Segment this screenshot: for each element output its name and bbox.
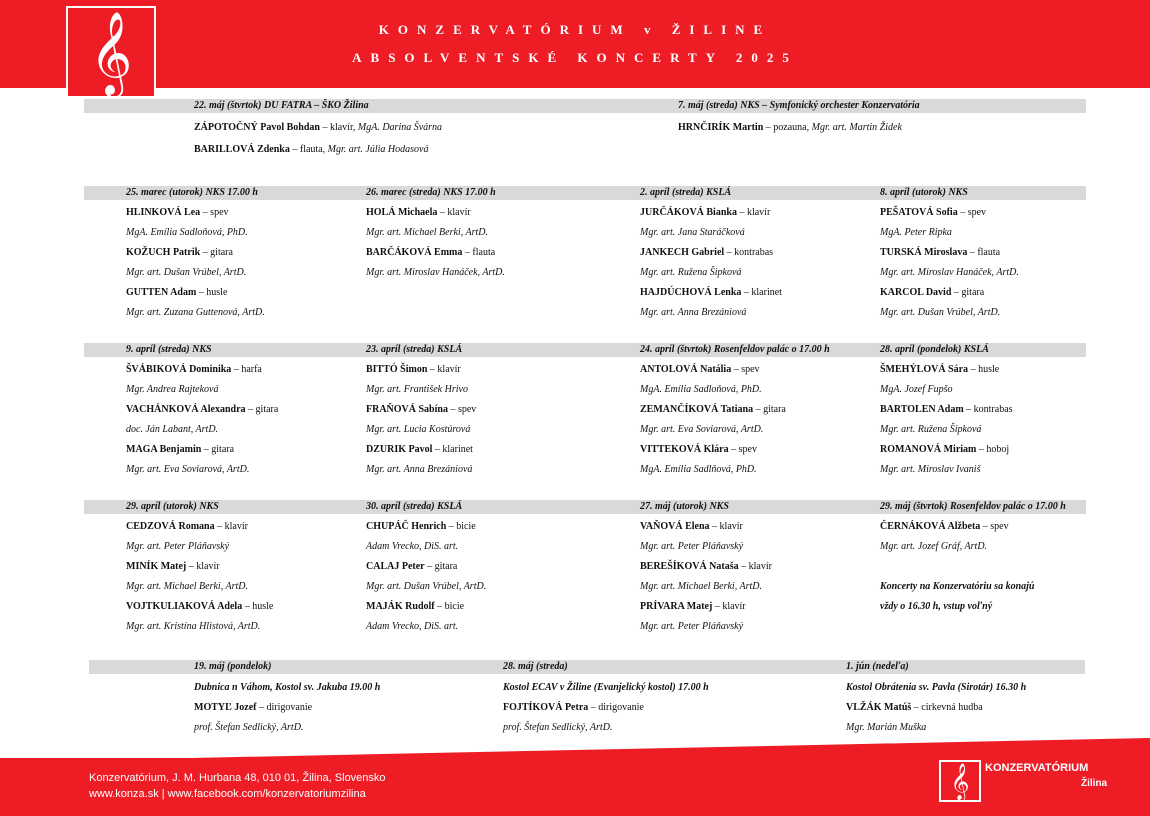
instrument: – klavír bbox=[714, 601, 746, 612]
teacher-name: Mgr. art. Peter Pláňavský bbox=[126, 541, 230, 552]
performer-line bbox=[846, 701, 983, 715]
teacher-name: prof. Štefan Sedlický, ArtD. bbox=[194, 722, 304, 733]
event-heading: 27. máj (utorok) NKS bbox=[640, 501, 729, 512]
performer-name: ŠVÁBIKOVÁ Dominika bbox=[126, 364, 232, 375]
performer-name: MAGA Benjamin bbox=[126, 444, 202, 455]
performer-name: VACHÁNKOVÁ Alexandra bbox=[126, 404, 246, 415]
footer-brand: KONZERVATÓRIUM bbox=[985, 762, 1089, 774]
instrument: – kontrabas bbox=[966, 404, 1013, 415]
instrument: – dirigovanie bbox=[259, 702, 313, 713]
performer-name: BEREŠÍKOVÁ Nataša bbox=[640, 561, 739, 572]
performer-line bbox=[366, 246, 495, 260]
instrument: – husle bbox=[970, 364, 1000, 375]
performer-name: PRÍVARA Matej bbox=[640, 601, 713, 612]
teacher-name: Mgr. art. Anna Brezániová bbox=[640, 307, 747, 318]
event-heading: 19. máj (pondelok) bbox=[194, 661, 272, 672]
footer-links[interactable]: www.konza.sk | www.facebook.com/konzervatoriumzilina bbox=[89, 788, 366, 800]
event-heading: 25. marec (utorok) NKS 17.00 h bbox=[126, 187, 258, 198]
event-heading: 28. máj (streda) bbox=[503, 661, 568, 672]
instrument: – husle bbox=[198, 287, 228, 298]
instrument: – spev bbox=[733, 364, 760, 375]
teacher-name: Mgr. art. Ružena Šipková bbox=[640, 267, 742, 278]
event-heading: 1. jún (nedeľa) bbox=[846, 661, 909, 672]
teacher-name: Mgr. art. Peter Pláňavský bbox=[640, 541, 744, 552]
teacher-name: Mgr. art. Júlia Hodasová bbox=[327, 144, 429, 155]
performer-name: HAJDÚCHOVÁ Lenka bbox=[640, 287, 742, 298]
performer-line bbox=[640, 520, 743, 534]
performer-name: FRAŇOVÁ Sabína bbox=[366, 404, 448, 415]
instrument: – gitara bbox=[202, 247, 233, 258]
performer-name: ČERNÁKOVÁ Alžbeta bbox=[880, 521, 981, 532]
performer-line bbox=[126, 443, 234, 457]
performer-line bbox=[640, 286, 782, 300]
performer-line bbox=[194, 701, 312, 715]
performer-line bbox=[126, 560, 220, 574]
venue: Kostol ECAV v Žiline (Evanjelický kostol) 17.00 h bbox=[503, 682, 709, 693]
performer-line bbox=[880, 286, 984, 300]
teacher-name: Mgr. art. Peter Pláňavský bbox=[640, 621, 744, 632]
performer-line bbox=[640, 600, 746, 614]
performer-name: HLINKOVÁ Lea bbox=[126, 207, 201, 218]
performer-name: PEŠATOVÁ Sofia bbox=[880, 207, 958, 218]
performer-line bbox=[126, 363, 262, 377]
performer-line bbox=[126, 246, 233, 260]
performer-name: MINÍK Matej bbox=[126, 561, 187, 572]
event-heading: 8. apríl (utorok) NKS bbox=[880, 187, 968, 198]
performer-line bbox=[366, 443, 473, 457]
teacher-name: MgA. Peter Ripka bbox=[880, 227, 952, 238]
venue: Dubnica n Váhom, Kostol sv. Jakuba 19.00 h bbox=[194, 682, 381, 693]
performer-line bbox=[503, 701, 644, 715]
teacher-name: Mgr. art. Lucia Kostúrová bbox=[366, 424, 471, 435]
conservatory-logo bbox=[66, 6, 156, 98]
event-heading: 22. máj (štvrtok) DU FATRA – ŠKO Žilina bbox=[194, 100, 369, 111]
instrument: – klavír bbox=[217, 521, 248, 532]
teacher-name: Mgr. art. Martin Židek bbox=[811, 122, 902, 133]
instrument: – klavír bbox=[741, 561, 772, 572]
performer-name: ANTOLOVÁ Natália bbox=[640, 364, 732, 375]
performer-line bbox=[126, 286, 227, 300]
performer-name: KARCOL David bbox=[880, 287, 952, 298]
teacher-name: Mgr. art. Michael Berki, ArtD. bbox=[126, 581, 249, 592]
performer-line bbox=[640, 246, 773, 260]
performer-name: MAJÁK Rudolf bbox=[366, 601, 435, 612]
performer-line bbox=[640, 403, 786, 417]
performer-name: VAŇOVÁ Elena bbox=[640, 521, 710, 532]
teacher-name: Mgr. art. Ružena Šipková bbox=[880, 424, 982, 435]
instrument: – harfa bbox=[233, 364, 262, 375]
instrument: – klavír bbox=[188, 561, 220, 572]
event-heading: 28. apríl (pondelok) KSLÁ bbox=[880, 344, 989, 355]
instrument: – dirigovanie bbox=[590, 702, 644, 713]
event-heading: 24. apríl (štvrtok) Rosenfeldov palác o 17.00 h bbox=[640, 344, 830, 355]
teacher-name: MgA. Darina Švárna bbox=[357, 122, 443, 133]
page-header bbox=[0, 0, 1150, 94]
footer-city: Žilina bbox=[1081, 778, 1108, 789]
instrument: – klavír bbox=[429, 364, 461, 375]
instrument: – bicie bbox=[448, 521, 476, 532]
teacher-name: Adam Vrecko, DiS. art. bbox=[366, 621, 459, 632]
instrument: – klavír, bbox=[322, 122, 356, 133]
teacher-name: Mgr. art. Dušan Vrúbel, ArtD. bbox=[366, 581, 487, 592]
performer-line bbox=[880, 363, 999, 377]
footer-address: Konzervatórium, J. M. Hurbana 48, 010 01, Žilina, Slovensko bbox=[89, 772, 386, 784]
performer-name: CEDZOVÁ Romana bbox=[126, 521, 215, 532]
instrument: – klarinet bbox=[434, 444, 473, 455]
performer-line bbox=[366, 600, 464, 614]
performer-name: ZÁPOTOČNÝ Pavol Bohdan bbox=[194, 122, 320, 133]
event-heading: 29. apríl (utorok) NKS bbox=[126, 501, 219, 512]
teacher-name: doc. Ján Labant, ArtD. bbox=[126, 424, 219, 435]
event-heading: 26. marec (streda) NKS 17.00 h bbox=[366, 187, 496, 198]
instrument: – klavír bbox=[439, 207, 471, 218]
instrument: – pozauna, bbox=[765, 122, 810, 133]
performer-line bbox=[366, 560, 457, 574]
teacher-name: MgA. Emília Sadloňová, PhD. bbox=[126, 227, 248, 238]
performer-line bbox=[366, 403, 476, 417]
performer-name: JANKECH Gabriel bbox=[640, 247, 725, 258]
instrument: – spev bbox=[202, 207, 229, 218]
performer-name: JURČÁKOVÁ Bianka bbox=[640, 207, 737, 218]
instrument: – husle bbox=[244, 601, 274, 612]
instrument: – bicie bbox=[437, 601, 465, 612]
performer-name: HOLÁ Michaela bbox=[366, 207, 438, 218]
performer-line bbox=[880, 443, 1009, 457]
performer-line bbox=[194, 121, 442, 135]
teacher-name: Mgr. art. Zuzana Guttenová, ArtD. bbox=[126, 307, 265, 318]
concert-note: vždy o 16.30 h, vstup voľný bbox=[880, 601, 993, 612]
instrument: – spev bbox=[450, 404, 477, 415]
performer-name: CHUPÁČ Henrich bbox=[366, 521, 447, 532]
instrument: – klavír bbox=[739, 207, 771, 218]
instrument: – hoboj bbox=[978, 444, 1010, 455]
instrument: – flauta bbox=[464, 247, 496, 258]
performer-line bbox=[126, 206, 229, 220]
performer-line bbox=[366, 206, 471, 220]
venue: Kostol Obrátenia sv. Pavla (Sirotár) 16.30 h bbox=[846, 682, 1027, 693]
performer-name: VOJTKULIAKOVÁ Adela bbox=[126, 601, 243, 612]
event-heading: 29. máj (štvrtok) Rosenfeldov palác o 17.00 h bbox=[880, 501, 1066, 512]
performer-name: BITTÓ Šimon bbox=[366, 364, 428, 375]
teacher-name: Mgr. Andrea Rajteková bbox=[126, 384, 219, 395]
teacher-name: Mgr. art. Jozef Gráf, ArtD. bbox=[880, 541, 988, 552]
performer-line bbox=[126, 520, 248, 534]
teacher-name: Mgr. art. Eva Soviarová, ArtD. bbox=[126, 464, 250, 475]
performer-line bbox=[640, 206, 770, 220]
instrument: – flauta bbox=[969, 247, 1001, 258]
performer-name: BARČÁKOVÁ Emma bbox=[366, 247, 463, 258]
instrument: – kontrabas bbox=[726, 247, 774, 258]
instrument: – spev bbox=[960, 207, 987, 218]
teacher-name: Mgr. art. Miroslav Hanáček, ArtD. bbox=[880, 267, 1019, 278]
instrument: – klarinet bbox=[743, 287, 782, 298]
teacher-name: Adam Vrecko, DiS. art. bbox=[366, 541, 459, 552]
teacher-name: Mgr. Marián Muška bbox=[846, 722, 927, 733]
performer-line bbox=[126, 403, 278, 417]
teacher-name: MgA. Jozef Fupšo bbox=[880, 384, 953, 395]
event-heading: 2. apríl (streda) KSLÁ bbox=[640, 187, 732, 198]
event-heading: 7. máj (streda) NKS – Symfonický orchester Konzervatória bbox=[678, 100, 920, 111]
performer-name: KOŽUCH Patrik bbox=[126, 247, 201, 258]
performer-name: ROMANOVÁ Miriam bbox=[880, 444, 977, 455]
instrument: – cirkevná hudba bbox=[913, 702, 983, 713]
performer-line bbox=[194, 143, 428, 157]
teacher-name: Mgr. art. Jana Staráčková bbox=[640, 227, 745, 238]
performer-line bbox=[640, 363, 760, 377]
instrument: – gitara bbox=[248, 404, 279, 415]
performer-line bbox=[366, 520, 476, 534]
performer-name: MOTYĽ Jozef bbox=[194, 702, 257, 713]
performer-name: VLŽÁK Matúš bbox=[846, 702, 912, 713]
performer-name: FOJTÍKOVÁ Petra bbox=[503, 702, 589, 713]
instrument: – flauta, bbox=[292, 144, 326, 155]
teacher-name: Mgr. art. Michael Berki, ArtD. bbox=[640, 581, 763, 592]
performer-line bbox=[640, 560, 772, 574]
performer-name: TURSKÁ Miroslava bbox=[880, 247, 968, 258]
performer-name: CALAJ Peter bbox=[366, 561, 425, 572]
teacher-name: MgA. Emília Sadlňová, PhD. bbox=[640, 464, 757, 475]
instrument: – gitara bbox=[203, 444, 235, 455]
performer-name: BARTOLEN Adam bbox=[880, 404, 964, 415]
page-footer bbox=[0, 758, 1150, 816]
performer-line bbox=[880, 206, 986, 220]
performer-line bbox=[880, 403, 1013, 417]
teacher-name: Mgr. art. Michael Berki, ArtD. bbox=[366, 227, 489, 238]
performer-name: ZEMANČÍKOVÁ Tatiana bbox=[640, 404, 754, 415]
performer-line bbox=[366, 363, 461, 377]
performer-line bbox=[640, 443, 757, 457]
treble-clef-icon: 𝄞 bbox=[89, 10, 133, 94]
teacher-name: MgA. Emília Sadloňová, PhD. bbox=[640, 384, 762, 395]
teacher-name: Mgr. art. Miroslav Hanáček, ArtD. bbox=[366, 267, 505, 278]
instrument: – gitara bbox=[755, 404, 786, 415]
teacher-name: Mgr. art. Anna Brezániová bbox=[366, 464, 473, 475]
performer-name: BARILLOVÁ Zdenka bbox=[194, 144, 290, 155]
event-heading: 23. apríl (streda) KSLÁ bbox=[366, 344, 463, 355]
performer-line bbox=[880, 246, 1000, 260]
teacher-name: Mgr. art. Miroslav Ivaniš bbox=[880, 464, 981, 475]
performer-name: ŠMEHÝLOVÁ Sára bbox=[880, 364, 969, 375]
instrument: – spev bbox=[731, 444, 757, 455]
treble-clef-icon: 𝄞 bbox=[950, 762, 970, 800]
instrument: – klavír bbox=[712, 521, 743, 532]
footer-logo bbox=[939, 760, 981, 802]
teacher-name: Mgr. art. František Hrivo bbox=[366, 384, 468, 395]
performer-line bbox=[880, 520, 1009, 534]
page-subtitle: ABSOLVENTSKÉ KONCERTY 2025 bbox=[352, 50, 798, 65]
event-heading: 30. apríl (streda) KSLÁ bbox=[366, 501, 463, 512]
instrument: – gitara bbox=[953, 287, 985, 298]
event-heading: 9. apríl (streda) NKS bbox=[126, 344, 212, 355]
performer-name: HRNČIRÍK Martin bbox=[678, 122, 764, 133]
teacher-name: Mgr. art. Eva Soviarová, ArtD. bbox=[640, 424, 764, 435]
teacher-name: Mgr. art. Dušan Vrúbel, ArtD. bbox=[880, 307, 1001, 318]
teacher-name: Mgr. art. Dušan Vrúbel, ArtD. bbox=[126, 267, 247, 278]
performer-line bbox=[678, 121, 902, 135]
performer-name: DZURIK Pavol bbox=[366, 444, 433, 455]
teacher-name: prof. Štefan Sedlický, ArtD. bbox=[503, 722, 613, 733]
performer-name: VITTEKOVÁ Klára bbox=[640, 444, 729, 455]
instrument: – gitara bbox=[427, 561, 458, 572]
instrument: – spev bbox=[982, 521, 1009, 532]
performer-line bbox=[126, 600, 273, 614]
page-title: KONZERVATÓRIUM v ŽILINE bbox=[378, 22, 772, 37]
performer-name: GUTTEN Adam bbox=[126, 287, 197, 298]
teacher-name: Mgr. art. Kristína Hlistová, ArtD. bbox=[126, 621, 261, 632]
concert-note: Koncerty na Konzervatóriu sa konajú bbox=[880, 581, 1035, 592]
